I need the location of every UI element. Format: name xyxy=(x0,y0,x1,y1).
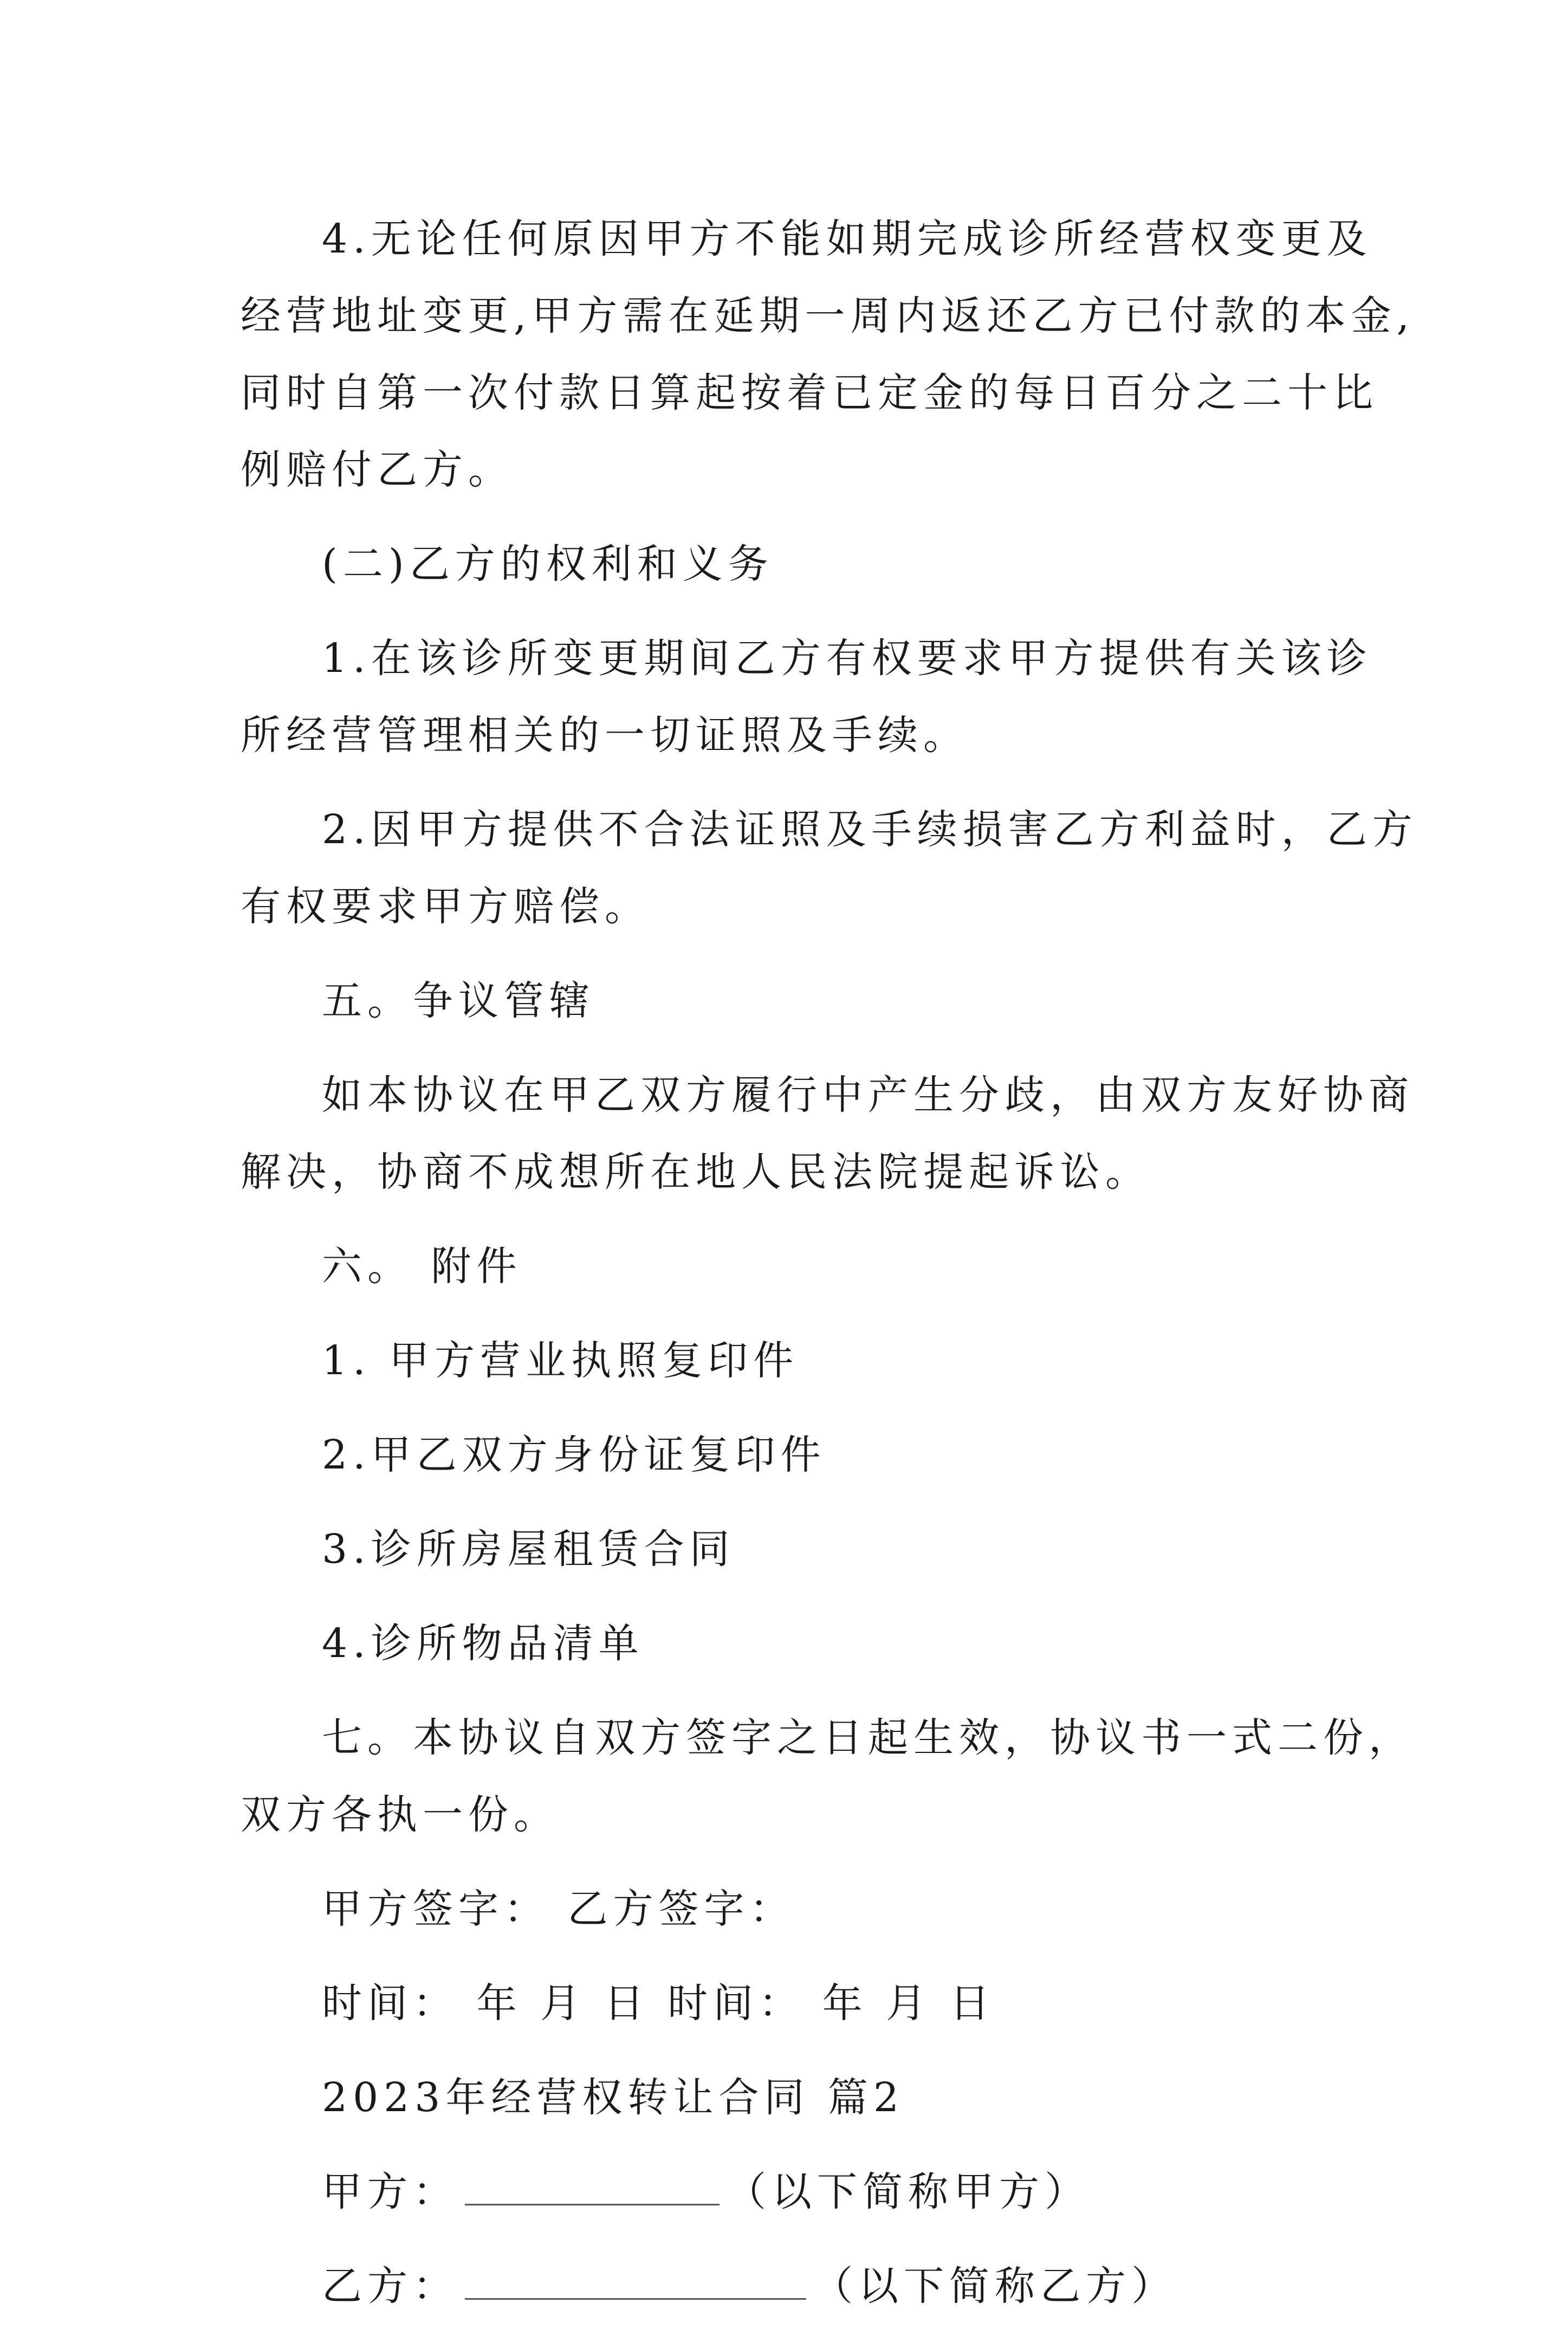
text-line: 2.因甲方提供不合法证照及手续损害乙方利益时，乙方 xyxy=(322,806,1418,853)
text-line: 时间： 年 月 日 时间： 年 月 日 xyxy=(322,1980,995,2027)
section-heading-dispute xyxy=(241,962,1389,1039)
text-line: 4.诊所物品清单 xyxy=(322,1620,644,1667)
text-line: 有权要求甲方赔偿。 xyxy=(241,883,650,930)
clause-4-refund xyxy=(241,200,1415,508)
attachment-item-4 xyxy=(241,1605,1389,1682)
party-b-blank xyxy=(465,2287,806,2300)
text-line: 六。 附件 xyxy=(322,1243,522,1290)
text-line: 甲方签字： 乙方签字： xyxy=(322,1886,795,1932)
party-a-line xyxy=(241,2153,1389,2230)
text-line: 解决，协商不成想所在地人民法院提起诉讼。 xyxy=(241,1149,1151,1195)
text-line: 同时自第一次付款日算起按着已定金的每日百分之二十比 xyxy=(241,370,1378,416)
text-line: 2023年经营权转让合同 篇2 xyxy=(322,2074,904,2121)
text-line: (二)乙方的权利和义务 xyxy=(322,541,774,587)
date-line xyxy=(241,1965,1389,2042)
text-line: 1. 甲方营业执照复印件 xyxy=(322,1337,799,1384)
dispute-clause xyxy=(241,1057,1414,1211)
text-line: 例赔付乙方。 xyxy=(241,447,514,493)
party-a-blank xyxy=(465,2193,720,2205)
contract-2-title xyxy=(241,2059,1389,2136)
section-heading-party-b-rights xyxy=(241,526,1389,603)
signature-line xyxy=(241,1871,1389,1948)
text-line: 1.在该诊所变更期间乙方有权要求甲方提供有关该诊 xyxy=(322,635,1372,682)
text-line: 4.无论任何原因甲方不能如期完成诊所经营权变更及 xyxy=(322,216,1372,262)
party-b-line xyxy=(241,2248,1389,2325)
document-body xyxy=(241,200,1418,2342)
text-line: 双方各执一份。 xyxy=(241,1791,559,1838)
clause-effective xyxy=(241,1699,1414,1853)
text-line: 七。本协议自双方签字之日起生效，协议书一式二份， xyxy=(322,1715,1414,1761)
attachment-item-1 xyxy=(241,1322,1389,1399)
attachment-item-3 xyxy=(241,1511,1389,1588)
party-a-suffix: （以下简称甲方） xyxy=(726,2169,1090,2215)
text-line: 2.甲乙双方身份证复印件 xyxy=(322,1432,826,1478)
text-line: 经营地址变更,甲方需在延期一周内返还乙方已付款的本金, xyxy=(241,293,1415,339)
text-line: 五。争议管辖 xyxy=(322,978,595,1024)
party-b-suffix: （以下简称乙方） xyxy=(813,2263,1177,2309)
text-line: 如本协议在甲乙双方履行中产生分歧，由双方友好协商 xyxy=(322,1072,1414,1118)
party-b-label: 乙方： xyxy=(322,2263,458,2309)
text-line: 3.诊所房屋租赁合同 xyxy=(322,1526,735,1573)
section-heading-attachments xyxy=(241,1228,1389,1305)
party-a-label: 甲方： xyxy=(322,2169,458,2215)
attachment-item-2 xyxy=(241,1416,1389,1493)
clause-b1 xyxy=(241,620,1389,774)
text-line: 所经营管理相关的一切证照及手续。 xyxy=(241,712,969,759)
clause-b2 xyxy=(241,791,1418,945)
